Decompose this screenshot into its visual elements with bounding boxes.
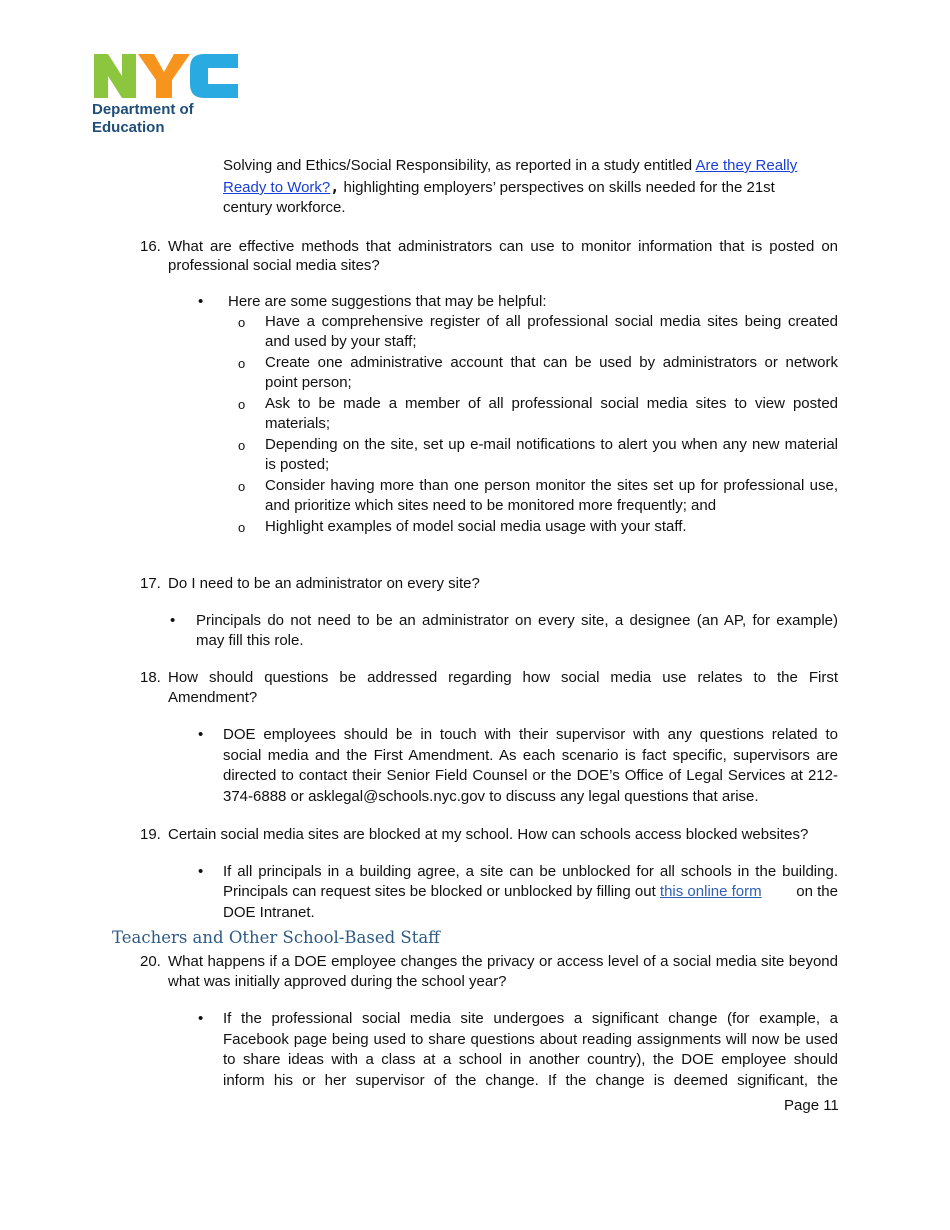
q20-answer-line-1: If the professional social media site undergoes a significant change (for example, a	[223, 1010, 838, 1027]
logo-letter-n	[94, 54, 136, 98]
q18-answer-line-3: directed to contact their Senior Field Counsel or the DOE’s Office of Legal Services at 212-	[223, 767, 838, 784]
q17-number: 17.	[140, 575, 161, 592]
q20-answer-line-3: to share ideas with a class at a school in another country), the DOE employee should	[223, 1051, 838, 1068]
q18-question-line-1: How should questions be addressed regarding how social media use relates to the First	[168, 669, 838, 686]
q16-subitem-5-line-1: Consider having more than one person monitor the sites set up for professional use,	[265, 477, 838, 494]
page-number: Page 11	[784, 1097, 839, 1114]
online-form-link[interactable]: this online form	[659, 883, 762, 900]
nyc-logo-mark	[92, 50, 240, 102]
q16-subitem-3-line-2: materials;	[265, 415, 331, 432]
q16-subitem-4-line-2: is posted;	[265, 456, 330, 473]
q20-number: 20.	[140, 953, 161, 970]
q20-answer-line-2: Facebook page being used to share questions about reading assignments will now be used	[223, 1031, 838, 1048]
q19-answer-line-3: DOE Intranet.	[223, 904, 315, 921]
circle-bullet-icon: o	[238, 356, 246, 371]
study-link-part-2[interactable]: Ready to Work?	[223, 179, 331, 196]
q16-subitem-2-line-1: Create one administrative account that can be used by administrators or network	[265, 354, 838, 371]
q18-answer-line-2: social media and the First Amendment. As each scenario is fact specific, supervisors are	[223, 747, 838, 764]
logo-letter-y	[138, 54, 190, 98]
bullet-icon: •	[198, 293, 204, 310]
circle-bullet-icon: o	[238, 479, 246, 494]
bullet-icon: •	[198, 863, 204, 880]
intro-line-2: Ready to Work?, highlighting employers’ perspectives on skills needed for the 21st	[223, 178, 775, 196]
q16-subitem-3-line-1: Ask to be made a member of all professional social media sites to view posted	[265, 395, 838, 412]
q16-question-line-1: What are effective methods that administrators can use to monitor information that is posted on	[168, 238, 838, 255]
bullet-icon: •	[198, 726, 204, 743]
q18-answer-line-4: 374-6888 or asklegal@schools.nyc.gov to discuss any legal questions that arise.	[223, 788, 759, 805]
q16-subitem-4-line-1: Depending on the site, set up e-mail notifications to alert you when any new material	[265, 436, 838, 453]
q16-question-line-2: professional social media sites?	[168, 257, 380, 274]
circle-bullet-icon: o	[238, 315, 246, 330]
q18-question-line-2: Amendment?	[168, 689, 258, 706]
q19-number: 19.	[140, 826, 161, 843]
q17-answer-line-1: Principals do not need to be an administrator on every site, a designee (an AP, for example)	[196, 612, 838, 629]
nyc-doe-logo	[92, 50, 242, 140]
q16-subitem-6-line-1: Highlight examples of model social media usage with your staff.	[265, 518, 687, 535]
intro-line-3: century workforce.	[223, 199, 346, 216]
q16-number: 16.	[140, 238, 161, 255]
logo-letter-c	[190, 54, 238, 98]
study-link-part-1[interactable]: Are they Really	[695, 157, 798, 174]
circle-bullet-icon: o	[238, 520, 246, 535]
q19-question: Certain social media sites are blocked at my school. How can schools access blocked websites?	[168, 826, 809, 843]
q16-subitem-5-line-2: and prioritize which sites need to be monitored more frequently; and	[265, 497, 717, 514]
q20-question-line-2: what was initially approved during the school year?	[168, 973, 507, 990]
logo-line-2: Education	[92, 119, 165, 136]
q20-answer-line-4: inform his or her supervisor of the change. If the change is deemed significant, the	[223, 1072, 838, 1089]
logo-line-1: Department of	[92, 101, 194, 118]
q20-question-line-1: What happens if a DOE employee changes the privacy or access level of a social media site beyond	[168, 953, 838, 970]
bullet-icon: •	[198, 1010, 204, 1027]
circle-bullet-icon: o	[238, 397, 246, 412]
q16-bullet-text: Here are some suggestions that may be helpful:	[228, 293, 547, 310]
q16-subitem-1-line-1: Have a comprehensive register of all professional social media sites being created	[265, 313, 838, 330]
intro-line-1: Solving and Ethics/Social Responsibility, as reported in a study entitled Are they Really	[223, 157, 798, 174]
q17-question: Do I need to be an administrator on every site?	[168, 575, 480, 592]
bullet-icon: •	[170, 612, 176, 629]
q19-answer-line-2: Principals can request sites be blocked or unblocked by filling out this online form on the	[223, 883, 838, 900]
section-heading: Teachers and Other School-Based Staff	[112, 928, 440, 947]
q16-subitem-1-line-2: and used by your staff;	[265, 333, 417, 350]
q16-subitem-2-line-2: point person;	[265, 374, 352, 391]
q19-answer-line-1: If all principals in a building agree, a site can be unblocked for all schools in the building.	[223, 863, 838, 880]
q18-number: 18.	[140, 669, 161, 686]
q17-answer-line-2: may fill this role.	[196, 632, 304, 649]
q18-answer-line-1: DOE employees should be in touch with their supervisor with any questions related to	[223, 726, 838, 743]
circle-bullet-icon: o	[238, 438, 246, 453]
